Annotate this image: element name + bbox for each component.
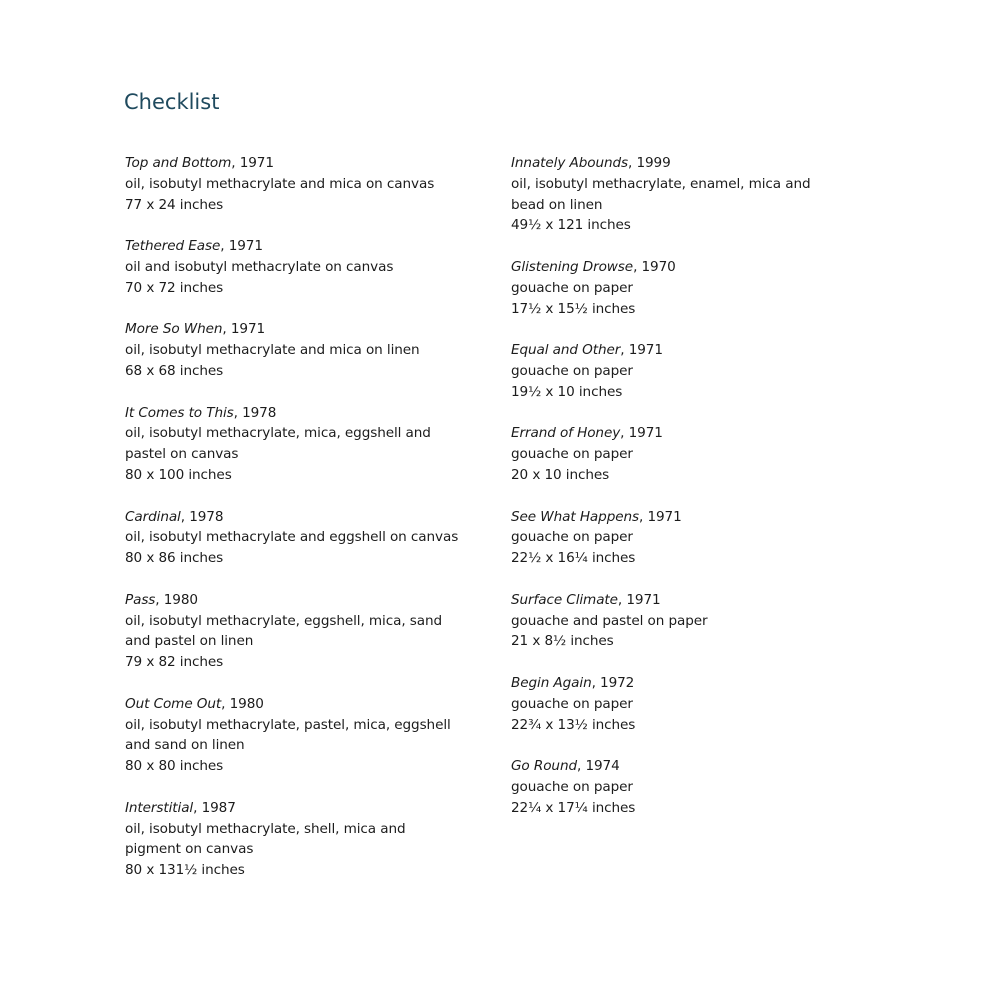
artwork-medium: gouache and pastel on paper: [511, 612, 708, 629]
artwork-title: Go Round: [511, 758, 577, 775]
checklist-entry: [125, 236, 495, 298]
artwork-medium: oil, isobutyl methacrylate and mica on canvas: [125, 175, 435, 192]
artwork-year: , 1972: [591, 674, 635, 691]
entry-heading: [125, 798, 495, 819]
artwork-title: Innately Abounds: [511, 155, 628, 171]
entry-heading: [511, 673, 881, 694]
artwork-title: Equal and Other: [511, 342, 621, 359]
artwork-title: Top and Bottom: [125, 155, 232, 171]
checklist-entry: [125, 507, 495, 569]
checklist-entry: [511, 340, 881, 402]
artwork-title: Surface Climate: [511, 591, 618, 608]
artwork-size: 49½ x 121 inches: [511, 217, 631, 234]
artwork-medium: oil, isobutyl methacrylate and mica on linen: [125, 342, 420, 359]
checklist-column-right: [511, 153, 881, 839]
checklist-entry: [125, 403, 495, 486]
artwork-year: , 1980: [155, 591, 198, 608]
artwork-title: Pass: [125, 591, 156, 608]
artwork-medium: bead on linen: [511, 196, 603, 213]
entry-heading: [511, 590, 881, 611]
artwork-medium: oil, isobutyl methacrylate, pastel, mica, eggshell: [125, 716, 451, 733]
artwork-size: 19½ x 10 inches: [511, 383, 623, 400]
artwork-size: 68 x 68 inches: [125, 362, 224, 379]
entry-heading: [511, 756, 881, 777]
artwork-title: Errand of Honey: [511, 425, 621, 442]
artwork-medium: gouache on paper: [511, 446, 633, 463]
artwork-size: 70 x 72 inches: [125, 279, 224, 296]
artwork-title: Out Come Out: [125, 695, 222, 712]
artwork-medium: oil and isobutyl methacrylate on canvas: [125, 258, 394, 275]
artwork-size: 77 x 24 inches: [125, 196, 224, 213]
artwork-title: Glistening Drowse: [511, 258, 634, 275]
artwork-medium: oil, isobutyl methacrylate, mica, eggshell and: [125, 425, 431, 442]
artwork-title: See What Happens: [511, 508, 639, 525]
checklist-entry: [511, 423, 881, 485]
artwork-medium: gouache on paper: [511, 778, 633, 795]
artwork-year: , 1971: [231, 155, 274, 171]
artwork-year: , 1999: [628, 155, 671, 171]
artwork-year: , 1970: [633, 258, 676, 275]
checklist-entry: [511, 507, 881, 569]
checklist-entry: [511, 153, 881, 236]
artwork-medium: oil, isobutyl methacrylate, shell, mica and: [125, 820, 406, 837]
checklist-entry: [511, 756, 881, 818]
artwork-year: , 1980: [221, 695, 264, 712]
artwork-year: , 1971: [620, 425, 663, 442]
artwork-year: , 1987: [193, 799, 236, 816]
artwork-medium: pigment on canvas: [125, 841, 254, 858]
artwork-size: 80 x 86 inches: [125, 550, 224, 567]
entry-heading: [511, 507, 881, 528]
artwork-size: 80 x 131½ inches: [125, 862, 245, 879]
artwork-size: 79 x 82 inches: [125, 654, 224, 671]
entry-heading: [125, 153, 495, 174]
artwork-medium: gouache on paper: [511, 695, 633, 712]
checklist-entry: [511, 673, 881, 735]
checklist-entry: [125, 590, 495, 673]
artwork-title: Tethered Ease: [125, 238, 221, 255]
artwork-size: 21 x 8½ inches: [511, 633, 614, 650]
entry-heading: [125, 507, 495, 528]
artwork-title: Begin Again: [511, 674, 592, 691]
artwork-medium: and sand on linen: [125, 737, 245, 754]
artwork-size: 20 x 10 inches: [511, 466, 610, 483]
page-title: Checklist: [124, 90, 220, 114]
artwork-medium: oil, isobutyl methacrylate and eggshell on canvas: [125, 529, 459, 546]
artwork-size: 22½ x 16¼ inches: [511, 550, 636, 567]
checklist-entry: [125, 319, 495, 381]
artwork-year: , 1974: [577, 758, 620, 775]
artwork-medium: pastel on canvas: [125, 446, 239, 463]
artwork-medium: oil, isobutyl methacrylate, enamel, mica and: [511, 175, 811, 192]
entry-heading: [125, 236, 495, 257]
artwork-year: , 1971: [220, 238, 263, 255]
artwork-year: , 1978: [180, 508, 224, 525]
checklist-entry: [511, 257, 881, 319]
artwork-medium: and pastel on linen: [125, 633, 254, 650]
checklist-entry: [125, 694, 495, 777]
artwork-size: 22¾ x 13½ inches: [511, 716, 636, 733]
artwork-medium: gouache on paper: [511, 362, 633, 379]
checklist-entry: [125, 798, 495, 881]
entry-heading: [125, 694, 495, 715]
entry-heading: [125, 590, 495, 611]
artwork-size: 22¼ x 17¼ inches: [511, 799, 636, 816]
artwork-title: Interstitial: [125, 799, 194, 816]
artwork-medium: gouache on paper: [511, 529, 633, 546]
artwork-title: It Comes to This: [125, 404, 234, 421]
entry-heading: [511, 423, 881, 444]
artwork-medium: oil, isobutyl methacrylate, eggshell, mica, sand: [125, 612, 443, 629]
entry-heading: [511, 340, 881, 361]
artwork-title: More So When: [125, 321, 223, 338]
artwork-size: 80 x 80 inches: [125, 758, 224, 775]
artwork-year: , 1971: [617, 591, 661, 608]
entry-heading: [125, 319, 495, 340]
artwork-medium: gouache on paper: [511, 279, 633, 296]
artwork-size: 80 x 100 inches: [125, 466, 232, 483]
artwork-year: , 1971: [639, 508, 682, 525]
artwork-year: , 1978: [233, 404, 277, 421]
checklist-column-left: [125, 153, 495, 902]
artwork-title: Cardinal: [125, 508, 181, 525]
artwork-year: , 1971: [222, 321, 266, 338]
entry-heading: [125, 403, 495, 424]
checklist-entry: [511, 590, 881, 652]
checklist-entry: [125, 153, 495, 215]
artwork-size: 17½ x 15½ inches: [511, 300, 636, 317]
entry-heading: [511, 153, 881, 174]
artwork-year: , 1971: [620, 342, 663, 359]
entry-heading: [511, 257, 881, 278]
